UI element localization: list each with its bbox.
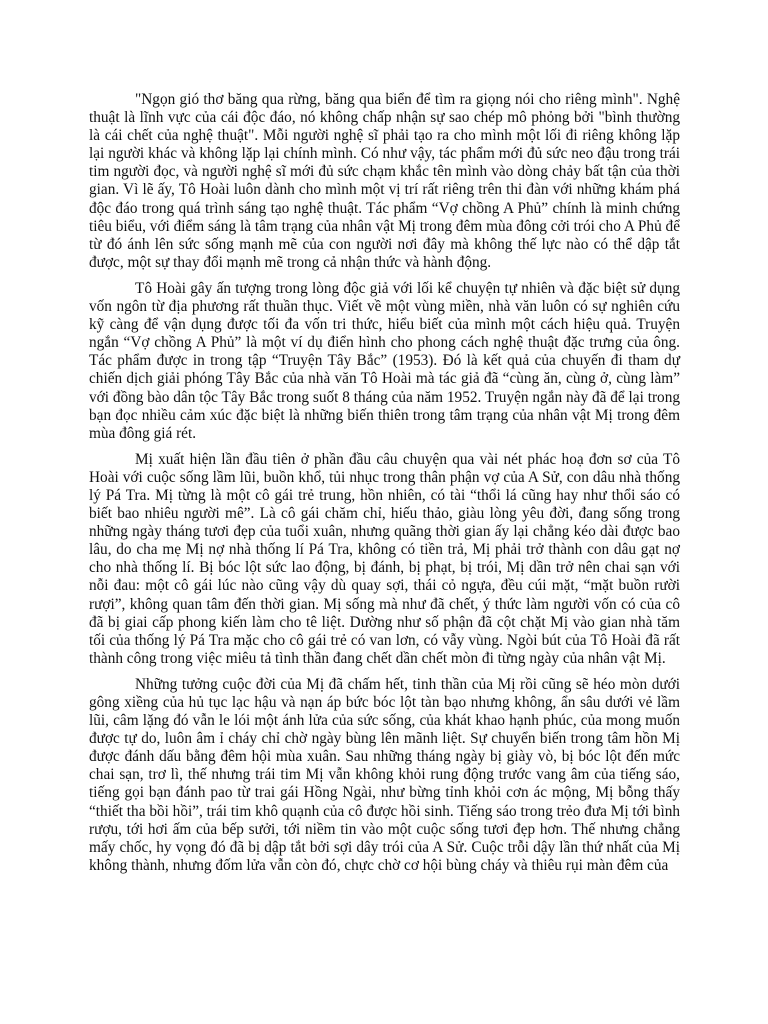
paragraph-2: Tô Hoài gây ấn tượng trong lòng độc giả với lối kể chuyện tự nhiên và đặc biệt sử dụng vốn ngôn từ địa phương rất thuần thục. Viết về một vùng miền, nhà văn luôn có sự nghiên cứu kỹ càng để vận dụng được tối đa vốn tri thức, hiểu biết của mình một cách hiệu quả. Truyện ngắn “Vợ chồng A Phủ” là một ví dụ điển hình cho phong cách nghệ thuật đặc trưng của ông. Tác phẩm được in trong tập “Truyện Tây Bắc” (1953). Đó là kết quả của chuyến đi tham dự chiến dịch giải phóng Tây Bắc của nhà văn Tô Hoài mà tác giả đã “cùng ăn, cùng ở, cùng làm” với đồng bào dân tộc Tây Bắc trong suốt 8 tháng của năm 1952. Truyện ngắn này đã để lại trong bạn đọc nhiều cảm xúc đặc biệt là những biến thiên trong tâm trạng của nhân vật Mị trong đêm mùa đông giá rét. xyxy=(89,279,680,442)
document-body xyxy=(89,91,680,883)
paragraph-1: "Ngọn gió thơ băng qua rừng, băng qua biển để tìm ra giọng nói cho riêng mình". Nghệ thuật là lĩnh vực của cái độc đáo, nó không chấp nhận sự sao chép mô phỏng bởi "bình thường là cái chết của nghệ thuật". Mỗi người nghệ sĩ phải tạo ra cho mình một lối đi riêng không lặp lại người khác và không lặp lại chính mình. Có như vậy, tác phẩm mới đủ sức neo đậu trong trái tim người đọc, và người nghệ sĩ mới đủ sức chạm khắc tên mình vào dòng chảy bất tận của thời gian. Vì lẽ ấy, Tô Hoài luôn dành cho mình một vị trí rất riêng trên thi đàn với những khám phá độc đáo trong quá trình sáng tạo nghệ thuật. Tác phẩm “Vợ chồng A Phủ” chính là minh chứng tiêu biểu, với điểm sáng là tâm trạng của nhân vật Mị trong đêm mùa đông cởi trói cho A Phủ để từ đó ánh lên sức sống mạnh mẽ của con người nơi đây mà không thế lực nào có thể dập tắt được, một sự thay đổi mạnh mẽ trong cả nhận thức và hành động. xyxy=(89,91,680,271)
paragraph-3: Mị xuất hiện lần đầu tiên ở phần đầu câu chuyện qua vài nét phác hoạ đơn sơ của Tô Hoài với cuộc sống lầm lũi, buồn khổ, tủi nhục trong thân phận vợ của A Sử, con dâu nhà thống lý Pá Tra. Mị từng là một cô gái trẻ trung, hồn nhiên, có tài “thổi lá cũng hay như thổi sáo có biết bao nhiêu người mê”. Là cô gái chăm chỉ, hiếu thảo, giàu lòng yêu đời, đang sống trong những ngày tháng tươi đẹp của tuổi xuân, nhưng quãng thời gian ấy lại chẳng kéo dài được bao lâu, do cha mẹ Mị nợ nhà thống lí Pá Tra, không có tiền trả, Mị phải trở thành con dâu gạt nợ cho nhà thống lí. Bị bóc lột sức lao động, bị đánh, bị phạt, bị trói, Mị dần trở nên chai sạn với nỗi đau: một cô gái lúc nào cũng vậy dù quay sợi, thái cỏ ngựa, đều cúi mặt, “mặt buồn rười rượi”, không quan tâm đến thời gian. Mị sống mà như đã chết, ý thức làm người vốn có của cô đã bị giai cấp phong kiến làm cho tê liệt. Dường như số phận đã cột chặt Mị vào gian nhà tăm tối của thống lý Pá Tra mặc cho cô gái trẻ có van lơn, có vẫy vùng. Ngòi bút của Tô Hoài đã rất thành công trong việc miêu tả tình thần đang chết dần chết mòn đi từng ngày của nhân vật Mị. xyxy=(89,450,680,667)
paragraph-4: Những tưởng cuộc đời của Mị đã chấm hết, tinh thần của Mị rồi cũng sẽ héo mòn dưới gông xiềng của hủ tục lạc hậu và nạn áp bức bóc lột tàn bạo nhưng không, ẩn sâu dưới vẻ lầm lũi, câm lặng đó vẫn le lói một ánh lửa của sức sống, của khát khao hạnh phúc, của mong muốn được tự do, luôn âm ỉ cháy chỉ chờ ngày bùng lên mãnh liệt. Sự chuyển biến trong tâm hồn Mị được đánh dấu bằng đêm hội mùa xuân. Sau những tháng ngày bị giày vò, bị bóc lột đến mức chai sạn, trơ lì, thế nhưng trái tim Mị vẫn không khỏi rung động trước vang âm của tiếng sáo, tiếng gọi bạn đánh pao từ trai gái Hồng Ngài, như bừng tỉnh khỏi cơn ác mộng, Mị bỗng thấy “thiết tha bồi hồi”, trái tim khô quạnh của cô được hồi sinh. Tiếng sáo trong trẻo đưa Mị tới bình rượu, tới hơi ấm của bếp sưởi, tới niềm tin vào một cuộc sống tươi đẹp hơn. Thế nhưng chẳng mấy chốc, hy vọng đó đã bị dập tắt bởi sợi dây trói của A Sử. Cuộc trỗi dậy lần thứ nhất của Mị không thành, nhưng đốm lửa vẫn còn đó, chực chờ cơ hội bùng cháy và thiêu rụi màn đêm của xyxy=(89,675,681,874)
